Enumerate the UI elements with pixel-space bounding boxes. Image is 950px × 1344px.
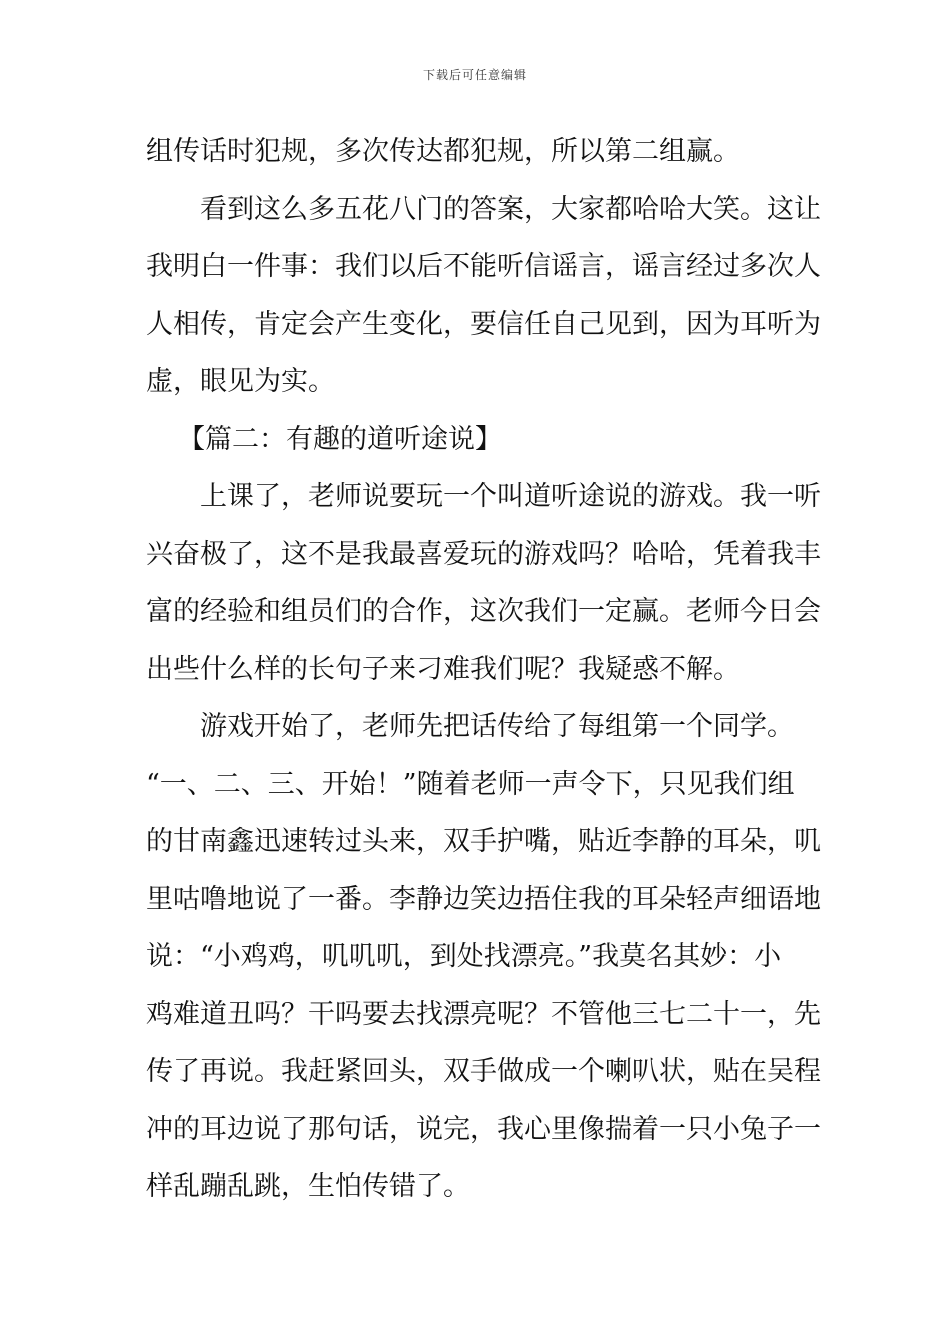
- text-line: 人相传，肯定会产生变化，要信任自己见到，因为耳听为: [146, 308, 821, 340]
- text-line: 传了再说。我赶紧回头，双手做成一个喇叭状，贴在吴程: [146, 1056, 821, 1087]
- text-line: 上课了，老师说要玩一个叫道听途说的游戏。我一听: [200, 481, 821, 512]
- text-line: 富的经验和组员们的合作，这次我们一定赢。老师今日会: [146, 596, 821, 627]
- text-line: 里咕噜地说了一番。李静边笑边捂住我的耳朵轻声细语地: [146, 883, 821, 915]
- page-header-note: 下载后可任意编辑: [422, 68, 527, 82]
- section-heading: 【篇二：有趣的道听途说】: [178, 423, 502, 455]
- text-line: 我明白一件事：我们以后不能听信谣言，谣言经过多次人: [146, 251, 821, 282]
- text-line: 的甘南鑫迅速转过头来，双手护嘴，贴近李静的耳朵，叽: [146, 826, 821, 857]
- text-line: 冲的耳边说了那句话，说完，我心里像揣着一只小兔子一: [146, 1113, 821, 1145]
- text-line: 出些什么样的长句子来刁难我们呢？我疑惑不解。: [146, 653, 740, 685]
- text-line: 虚，眼见为实。: [146, 366, 335, 397]
- text-line: 组传话时犯规，多次传达都犯规，所以第二组赢。: [146, 136, 740, 167]
- text-line: “一、二、三、开始！”随着老师一声令下，只见我们组: [146, 768, 795, 800]
- text-line: 看到这么多五花八门的答案，大家都哈哈大笑。这让: [200, 193, 821, 225]
- text-line: 样乱蹦乱跳，生怕传错了。: [146, 1171, 470, 1202]
- document-body: [146, 123, 821, 1216]
- text-line: 说：“小鸡鸡，叽叽叽，到处找漂亮。”我莫名其妙：小: [146, 941, 782, 972]
- text-line: 鸡难道丑吗？干吗要去找漂亮呢？不管他三七二十一，先: [146, 998, 821, 1030]
- text-line: 兴奋极了，这不是我最喜爱玩的游戏吗？哈哈，凭着我丰: [146, 538, 821, 570]
- text-line: 游戏开始了，老师先把话传给了每组第一个同学。: [200, 711, 794, 742]
